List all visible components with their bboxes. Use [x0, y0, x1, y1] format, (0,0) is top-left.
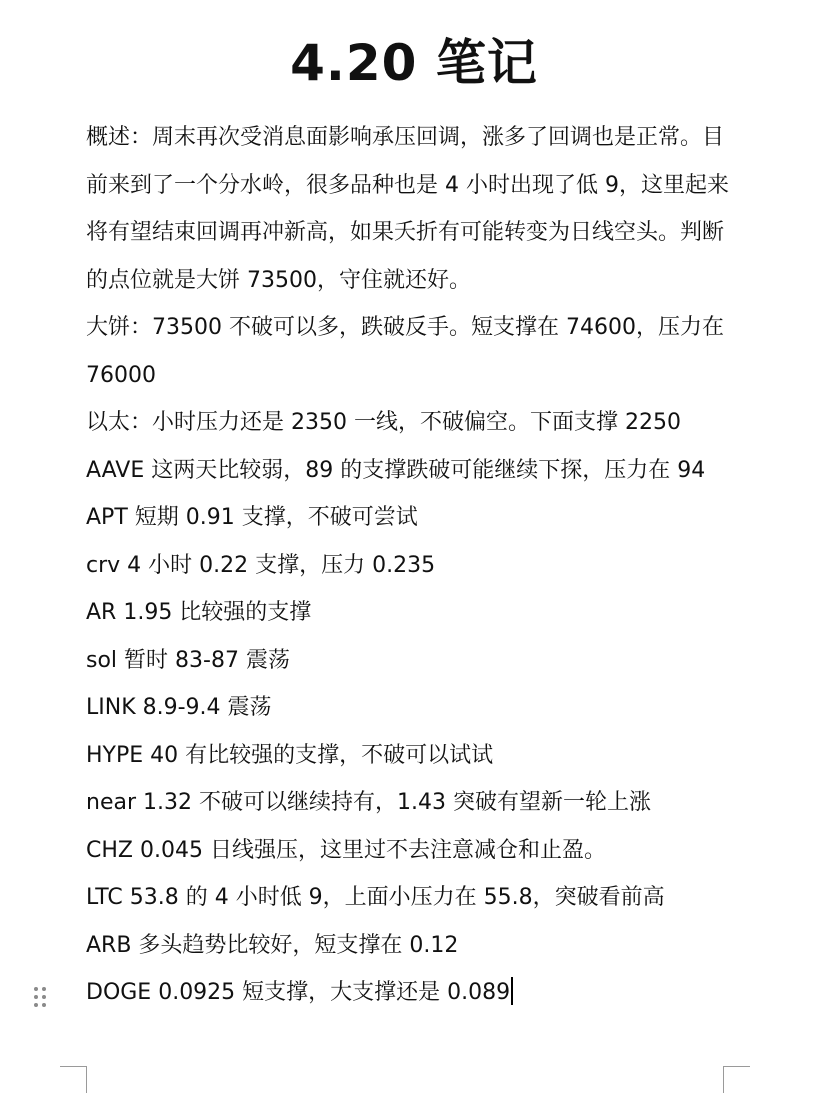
note-line-crv[interactable]: crv 4 小时 0.22 支撑，压力 0.235	[86, 552, 436, 578]
page-corner-mark-left	[60, 1066, 87, 1093]
overview-paragraph[interactable]: 概述：周末再次受消息面影响承压回调，涨多了回调也是正常。目前来到了一个分水岭，很多品种也是 4 小时出现了低 9，这里起来将有望结束回调再冲新高，如果夭折有可能转变为日线空头。判断的点位就是大饼 73500，守住就还好。	[86, 125, 729, 293]
note-line-eth[interactable]: 以太：小时压力还是 2350 一线，不破偏空。下面支撑 2250	[86, 410, 681, 435]
text-cursor	[511, 977, 513, 1005]
note-line-link[interactable]: LINK 8.9-9.4 震荡	[86, 695, 272, 720]
note-line-near[interactable]: near 1.32 不破可以继续持有，1.43 突破有望新一轮上涨	[86, 790, 651, 815]
note-line-apt[interactable]: APT 短期 0.91 支撑，不破可尝试	[86, 505, 418, 530]
btc-paragraph[interactable]: 大饼：73500 不破可以多，跌破反手。短支撑在 74600，压力在 76000	[86, 315, 724, 388]
page-corner-mark-right	[723, 1066, 750, 1093]
document-title: 4.20 笔记	[290, 34, 538, 92]
note-line-doge[interactable]	[86, 969, 736, 1017]
note-line-ltc[interactable]: LTC 53.8 的 4 小时低 9，上面小压力在 55.8，突破看前高	[86, 885, 665, 910]
note-line-hype[interactable]: HYPE 40 有比较强的支撑，不破可以试试	[86, 742, 494, 768]
note-line-sol[interactable]: sol 暂时 83-87 震荡	[86, 647, 290, 673]
note-line-ar[interactable]: AR 1.95 比较强的支撑	[86, 600, 312, 625]
drag-handle-icon[interactable]	[32, 985, 48, 1009]
note-line-arb[interactable]: ARB 多头趋势比较好，短支撑在 0.12	[86, 932, 459, 958]
note-line-chz[interactable]: CHZ 0.045 日线强压，这里过不去注意减仓和止盈。	[86, 837, 606, 863]
note-line-aave[interactable]: AAVE 这两天比较弱，89 的支撑跌破可能继续下探，压力在 94	[86, 457, 706, 483]
document-body[interactable]	[86, 114, 736, 1017]
note-line-doge-text: DOGE 0.0925 短支撑，大支撑还是 0.089	[86, 980, 511, 1005]
